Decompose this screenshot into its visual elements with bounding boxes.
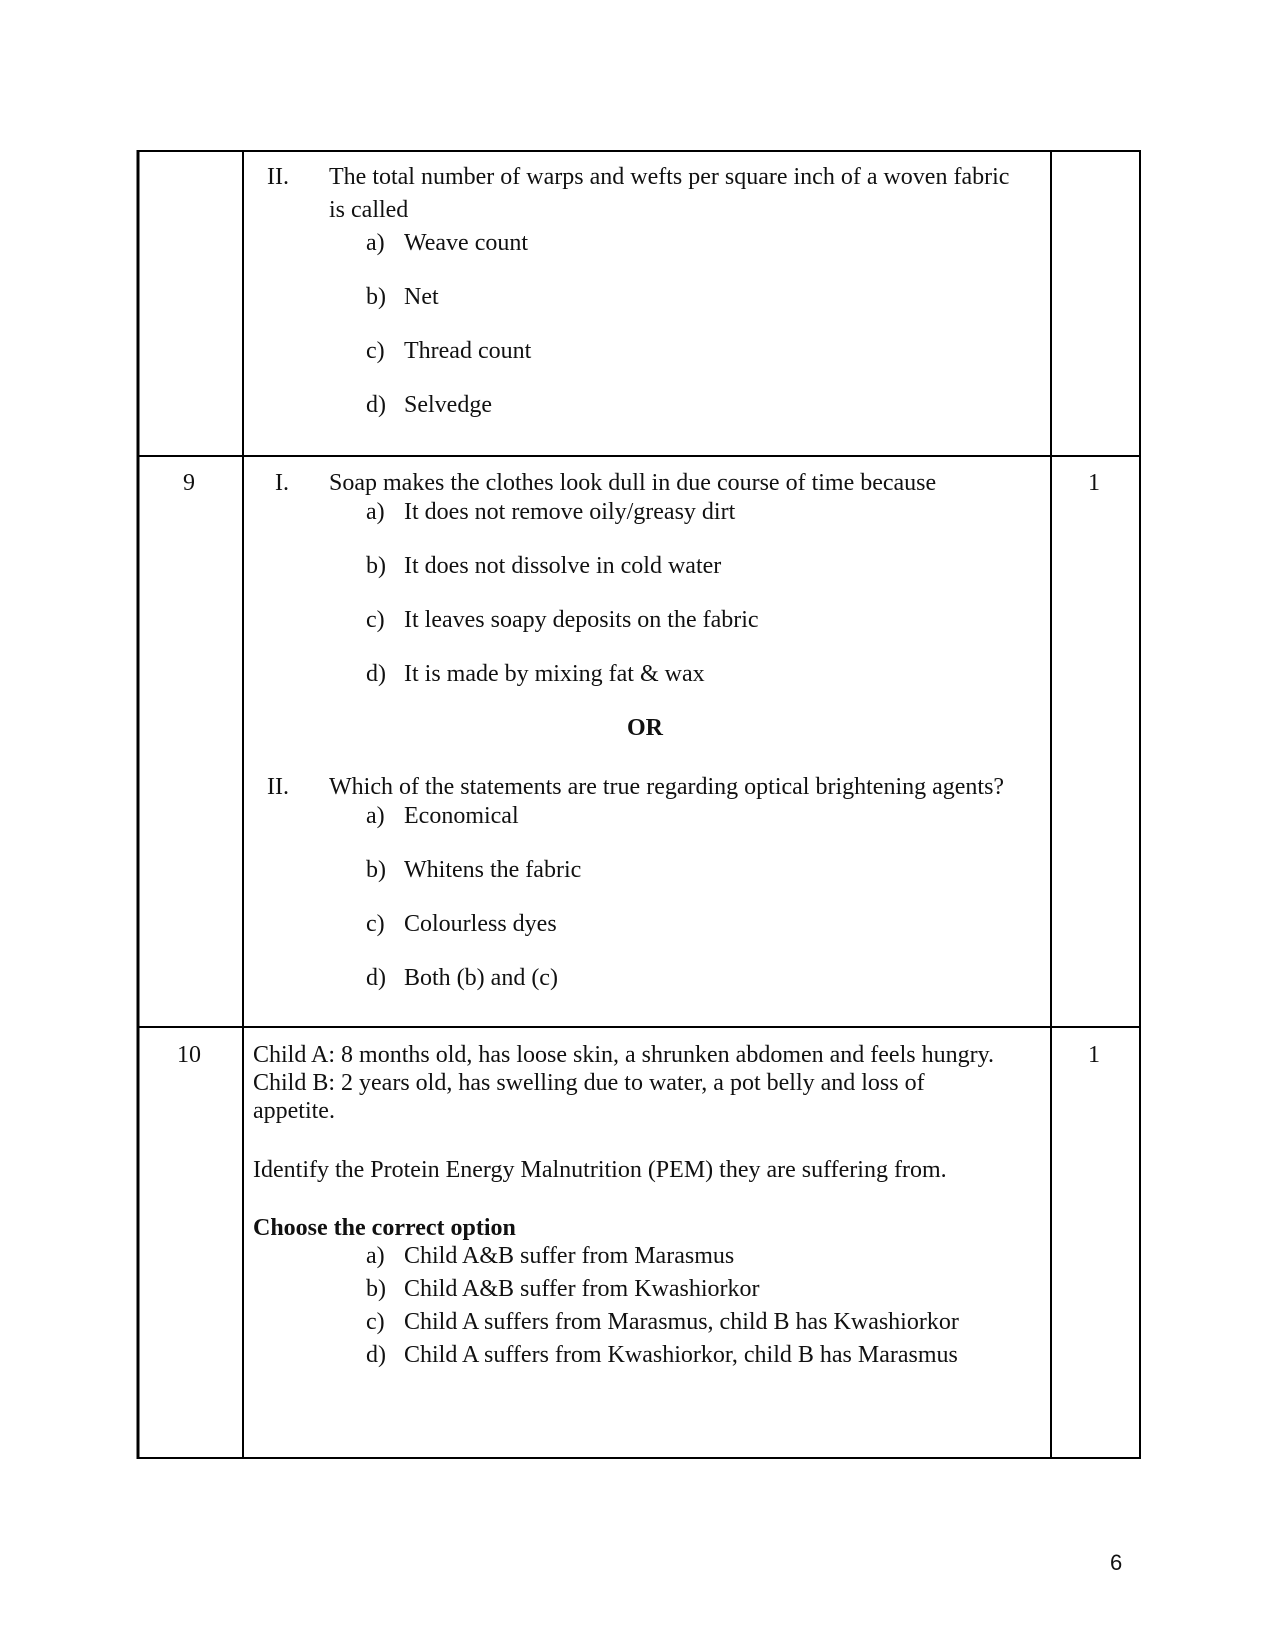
question-text: is called xyxy=(329,197,409,223)
case-description: Child B: 2 years old, has swelling due to water, a pot belly and loss of xyxy=(253,1070,925,1096)
option-text: Child A suffers from Kwashiorkor, child B has Marasmus xyxy=(404,1342,958,1368)
question-number: 9 xyxy=(183,470,195,496)
option-letter: b) xyxy=(366,553,386,579)
question-roman-numeral: II. xyxy=(267,774,289,800)
option-text: Child A&B suffer from Marasmus xyxy=(404,1243,735,1269)
question-roman-numeral: I. xyxy=(275,470,289,496)
page-number: 6 xyxy=(1110,1550,1123,1575)
case-description: Child A: 8 months old, has loose skin, a shrunken abdomen and feels hungry. xyxy=(253,1042,995,1068)
option-letter: d) xyxy=(366,965,386,991)
option-text: It leaves soapy deposits on the fabric xyxy=(404,607,759,633)
option-letter: c) xyxy=(366,338,385,364)
option-letter: c) xyxy=(366,1309,385,1335)
option-text: Weave count xyxy=(404,230,529,256)
option-text: Selvedge xyxy=(404,392,492,418)
question-text: The total number of warps and wefts per square inch of a woven fabric xyxy=(329,164,1010,190)
option-text: Colourless dyes xyxy=(404,911,557,937)
option-letter: b) xyxy=(366,284,386,310)
question-roman-numeral: II. xyxy=(267,164,289,190)
option-text: Whitens the fabric xyxy=(404,857,582,883)
option-text: Child A suffers from Marasmus, child B has Kwashiorkor xyxy=(404,1309,959,1335)
question-text: Which of the statements are true regarding optical brightening agents? xyxy=(329,774,1005,800)
instruction-label: Choose the correct option xyxy=(253,1215,516,1241)
option-letter: a) xyxy=(366,499,385,525)
option-text: Child A&B suffer from Kwashiorkor xyxy=(404,1276,760,1302)
option-letter: c) xyxy=(366,911,385,937)
option-text: It does not remove oily/greasy dirt xyxy=(404,499,736,525)
option-letter: a) xyxy=(366,230,385,256)
option-text: Thread count xyxy=(404,338,532,364)
option-letter: a) xyxy=(366,1243,385,1269)
option-text: Both (b) and (c) xyxy=(404,965,558,991)
question-text: Identify the Protein Energy Malnutrition (PEM) they are suffering from. xyxy=(253,1157,947,1183)
case-description: appetite. xyxy=(253,1098,335,1124)
question-marks: 1 xyxy=(1088,470,1100,496)
question-text: Soap makes the clothes look dull in due course of time because xyxy=(329,470,937,496)
option-letter: c) xyxy=(366,607,385,633)
option-text: It does not dissolve in cold water xyxy=(404,553,722,579)
option-letter: d) xyxy=(366,661,386,687)
option-letter: d) xyxy=(366,392,386,418)
option-letter: b) xyxy=(366,857,386,883)
option-text: Net xyxy=(404,284,439,310)
question-marks: 1 xyxy=(1088,1042,1100,1068)
option-letter: a) xyxy=(366,803,385,829)
option-text: Economical xyxy=(404,803,519,829)
question-number: 10 xyxy=(177,1042,201,1068)
or-separator: OR xyxy=(627,715,663,741)
option-letter: d) xyxy=(366,1342,386,1368)
option-letter: b) xyxy=(366,1276,386,1302)
option-text: It is made by mixing fat & wax xyxy=(404,661,705,687)
